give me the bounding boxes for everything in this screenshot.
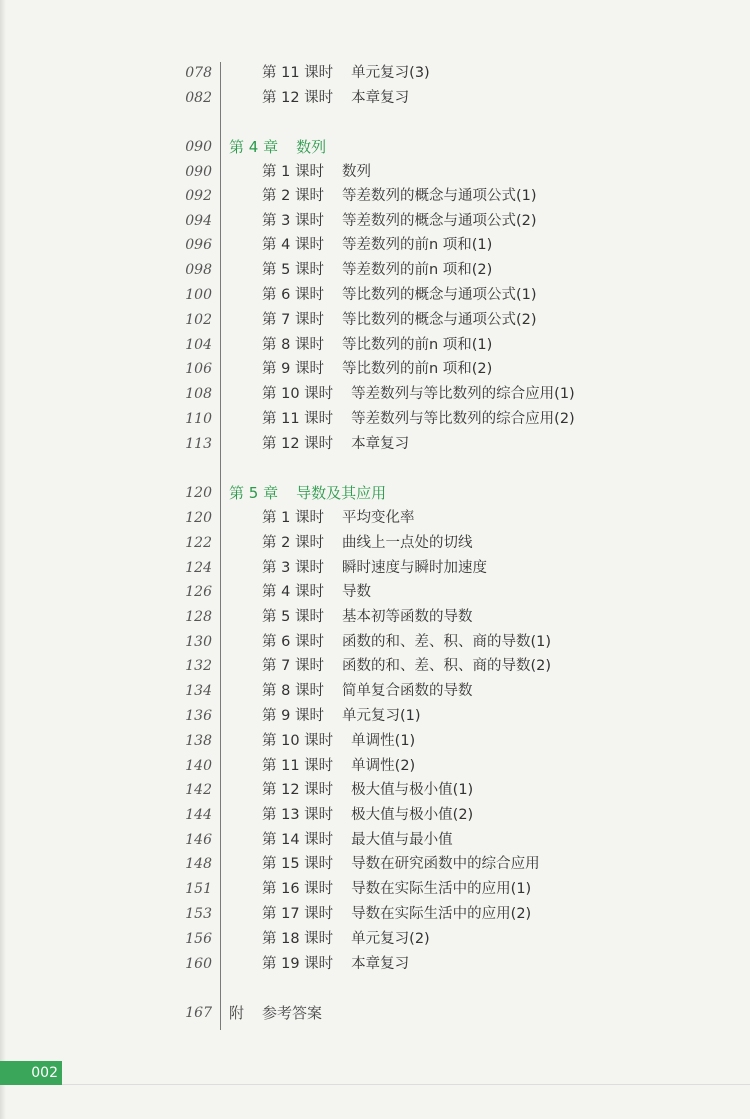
lesson-number: 第 19 课时 xyxy=(262,956,334,972)
lesson-row xyxy=(0,357,750,381)
lesson-number: 第 7 课时 xyxy=(262,312,324,328)
lesson-number: 第 1 课时 xyxy=(262,164,324,180)
chapter-number: 第 4 章 xyxy=(229,138,279,156)
lesson-entry xyxy=(262,902,531,926)
lesson-title: 极大值与极小值(1) xyxy=(351,782,474,798)
lesson-row xyxy=(0,729,750,753)
lesson-row xyxy=(0,927,750,951)
lesson-row xyxy=(0,209,750,233)
lesson-number: 第 10 课时 xyxy=(262,733,334,749)
lesson-entry xyxy=(262,952,409,976)
page-ref: 120 xyxy=(185,485,212,501)
page-ref: 148 xyxy=(185,856,212,872)
lesson-number: 第 14 课时 xyxy=(262,832,334,848)
lesson-entry xyxy=(262,852,540,876)
lesson-row xyxy=(0,580,750,604)
lesson-row xyxy=(0,852,750,876)
lesson-row xyxy=(0,704,750,728)
lesson-title: 本章复习 xyxy=(351,90,410,106)
lesson-row xyxy=(0,902,750,926)
lesson-title: 导数在实际生活中的应用(2) xyxy=(351,906,532,922)
page-ref: 156 xyxy=(185,931,212,947)
lesson-row xyxy=(0,333,750,357)
lesson-entry xyxy=(262,160,371,184)
lesson-title: 本章复习 xyxy=(351,436,410,452)
page-ref: 138 xyxy=(185,733,212,749)
lesson-row xyxy=(0,754,750,778)
lesson-title: 本章复习 xyxy=(351,956,410,972)
page-ref: 113 xyxy=(185,436,212,452)
lesson-row xyxy=(0,382,750,406)
lesson-row xyxy=(0,531,750,555)
lesson-entry xyxy=(262,654,551,678)
lesson-number: 第 9 课时 xyxy=(262,708,324,724)
lesson-number: 第 11 课时 xyxy=(262,758,334,774)
lesson-entry xyxy=(262,927,430,951)
lesson-entry xyxy=(262,605,472,629)
appendix-entry xyxy=(229,1001,322,1025)
lesson-row xyxy=(0,432,750,456)
lesson-title: 等比数列的概念与通项公式(1) xyxy=(341,287,537,303)
chapter-entry xyxy=(229,135,326,159)
lesson-entry xyxy=(262,308,537,332)
lesson-title: 单元复习(1) xyxy=(341,708,421,724)
lesson-title: 等比数列的概念与通项公式(2) xyxy=(341,312,537,328)
lesson-number: 第 7 课时 xyxy=(262,658,324,674)
lesson-title: 最大值与最小值 xyxy=(351,832,453,848)
page-ref: 120 xyxy=(185,510,212,526)
lesson-entry xyxy=(262,704,421,728)
lesson-row xyxy=(0,952,750,976)
lesson-number: 第 6 课时 xyxy=(262,287,324,303)
lesson-row xyxy=(0,556,750,580)
lesson-entry xyxy=(262,432,409,456)
lesson-number: 第 2 课时 xyxy=(262,535,324,551)
page-ref: 126 xyxy=(185,584,212,600)
lesson-number: 第 4 课时 xyxy=(262,237,324,253)
lesson-entry xyxy=(262,531,472,555)
lesson-row xyxy=(0,506,750,530)
lesson-row xyxy=(0,630,750,654)
lesson-entry xyxy=(262,679,472,703)
page-ref: 102 xyxy=(185,312,212,328)
chapter-title: 导数及其应用 xyxy=(296,484,387,502)
chapter-row xyxy=(0,481,750,505)
page-ref: 100 xyxy=(185,287,212,303)
lesson-entry xyxy=(262,828,453,852)
page-ref: 124 xyxy=(185,560,212,576)
lesson-title: 函数的和、差、积、商的导数(2) xyxy=(341,658,551,674)
lesson-entry xyxy=(262,357,492,381)
lesson-entry xyxy=(262,184,537,208)
chapter-title: 数列 xyxy=(296,138,327,156)
page-ref: 122 xyxy=(185,535,212,551)
lesson-entry xyxy=(262,258,492,282)
lesson-entry xyxy=(262,778,473,802)
lesson-entry xyxy=(262,754,415,778)
page-ref: 140 xyxy=(185,758,212,774)
lesson-number: 第 3 课时 xyxy=(262,560,324,576)
page-ref: 090 xyxy=(185,139,212,155)
lesson-row xyxy=(0,86,750,110)
page-ref: 153 xyxy=(185,906,212,922)
lesson-row xyxy=(0,258,750,282)
lesson-entry xyxy=(262,382,575,406)
lesson-row xyxy=(0,605,750,629)
page-ref: 104 xyxy=(185,337,212,353)
lesson-number: 第 8 课时 xyxy=(262,337,324,353)
lesson-title: 单元复习(2) xyxy=(351,931,430,947)
lesson-title: 导数 xyxy=(341,584,371,600)
lesson-entry xyxy=(262,407,575,431)
lesson-row xyxy=(0,803,750,827)
lesson-number: 第 12 课时 xyxy=(262,436,334,452)
lesson-number: 第 6 课时 xyxy=(262,634,324,650)
lesson-entry xyxy=(262,233,492,257)
chapter-entry xyxy=(229,481,386,505)
lesson-number: 第 12 课时 xyxy=(262,90,334,106)
footer-line xyxy=(62,1084,750,1085)
lesson-number: 第 10 课时 xyxy=(262,386,334,402)
lesson-row xyxy=(0,160,750,184)
page-ref: 128 xyxy=(185,609,212,625)
lesson-title: 等差数列的概念与通项公式(2) xyxy=(341,213,537,229)
page-ref: 110 xyxy=(185,411,212,427)
page-ref: 092 xyxy=(185,188,212,204)
lesson-row xyxy=(0,654,750,678)
lesson-number: 第 4 课时 xyxy=(262,584,324,600)
page-ref: 160 xyxy=(185,956,212,972)
lesson-entry xyxy=(262,877,531,901)
lesson-number: 第 8 课时 xyxy=(262,683,324,699)
lesson-number: 第 9 课时 xyxy=(262,361,324,377)
page-ref: 144 xyxy=(185,807,212,823)
lesson-number: 第 5 课时 xyxy=(262,262,324,278)
page-ref: 146 xyxy=(185,832,212,848)
appendix-row xyxy=(0,1001,750,1025)
lesson-title: 等差数列与等比数列的综合应用(1) xyxy=(351,386,575,402)
lesson-title: 导数在研究函数中的综合应用 xyxy=(351,856,540,872)
lesson-title: 极大值与极小值(2) xyxy=(351,807,474,823)
lesson-title: 单元复习(3) xyxy=(351,65,430,81)
page-number-badge: 002 xyxy=(0,1061,62,1085)
lesson-entry xyxy=(262,283,537,307)
page-ref: 108 xyxy=(185,386,212,402)
page-ref: 098 xyxy=(185,262,212,278)
page-ref: 090 xyxy=(185,164,212,180)
lesson-row xyxy=(0,679,750,703)
page-ref: 136 xyxy=(185,708,212,724)
lesson-title: 导数在实际生活中的应用(1) xyxy=(351,881,532,897)
lesson-row xyxy=(0,184,750,208)
lesson-entry xyxy=(262,630,551,654)
page-ref: 151 xyxy=(185,881,212,897)
lesson-title: 函数的和、差、积、商的导数(1) xyxy=(341,634,551,650)
lesson-entry xyxy=(262,803,473,827)
page-ref: 082 xyxy=(185,90,212,106)
lesson-entry xyxy=(262,729,415,753)
lesson-number: 第 11 课时 xyxy=(262,411,334,427)
page-ref: 167 xyxy=(185,1005,212,1021)
page-ref: 096 xyxy=(185,237,212,253)
lesson-title: 等差数列的概念与通项公式(1) xyxy=(341,188,537,204)
lesson-number: 第 3 课时 xyxy=(262,213,324,229)
lesson-number: 第 12 课时 xyxy=(262,782,334,798)
page-ref: 132 xyxy=(185,658,212,674)
lesson-row xyxy=(0,233,750,257)
lesson-number: 第 1 课时 xyxy=(262,510,324,526)
lesson-entry xyxy=(262,333,492,357)
lesson-title: 等差数列与等比数列的综合应用(2) xyxy=(351,411,575,427)
lesson-title: 简单复合函数的导数 xyxy=(341,683,473,699)
lesson-row xyxy=(0,283,750,307)
lesson-title: 平均变化率 xyxy=(341,510,415,526)
lesson-row xyxy=(0,877,750,901)
lesson-number: 第 18 课时 xyxy=(262,931,334,947)
lesson-title: 基本初等函数的导数 xyxy=(341,609,473,625)
lesson-title: 单调性(1) xyxy=(351,733,416,749)
lesson-title: 等差数列的前n 项和(2) xyxy=(341,262,493,278)
chapter-row xyxy=(0,135,750,159)
lesson-number: 第 13 课时 xyxy=(262,807,334,823)
lesson-number: 第 17 课时 xyxy=(262,906,334,922)
appendix-number: 附 xyxy=(229,1004,245,1022)
page-ref: 106 xyxy=(185,361,212,377)
lesson-number: 第 5 课时 xyxy=(262,609,324,625)
lesson-entry xyxy=(262,61,430,85)
lesson-row xyxy=(0,828,750,852)
lesson-number: 第 11 课时 xyxy=(262,65,334,81)
lesson-number: 第 15 课时 xyxy=(262,856,334,872)
lesson-entry xyxy=(262,556,487,580)
lesson-entry xyxy=(262,506,414,530)
lesson-title: 等差数列的前n 项和(1) xyxy=(341,237,493,253)
lesson-row xyxy=(0,778,750,802)
page-ref: 094 xyxy=(185,213,212,229)
lesson-entry xyxy=(262,86,409,110)
lesson-title: 瞬时速度与瞬时加速度 xyxy=(341,560,487,576)
lesson-row xyxy=(0,407,750,431)
chapter-number: 第 5 章 xyxy=(229,484,279,502)
lesson-entry xyxy=(262,209,537,233)
appendix-title: 参考答案 xyxy=(262,1004,323,1022)
lesson-row xyxy=(0,308,750,332)
lesson-number: 第 2 课时 xyxy=(262,188,324,204)
lesson-number: 第 16 课时 xyxy=(262,881,334,897)
lesson-row xyxy=(0,61,750,85)
lesson-title: 单调性(2) xyxy=(351,758,416,774)
page-ref: 078 xyxy=(185,65,212,81)
lesson-entry xyxy=(262,580,371,604)
lesson-title: 等比数列的前n 项和(2) xyxy=(341,361,493,377)
page-ref: 130 xyxy=(185,634,212,650)
lesson-title: 等比数列的前n 项和(1) xyxy=(341,337,493,353)
page-ref: 142 xyxy=(185,782,212,798)
lesson-title: 数列 xyxy=(341,164,371,180)
lesson-title: 曲线上一点处的切线 xyxy=(341,535,473,551)
page-ref: 134 xyxy=(185,683,212,699)
